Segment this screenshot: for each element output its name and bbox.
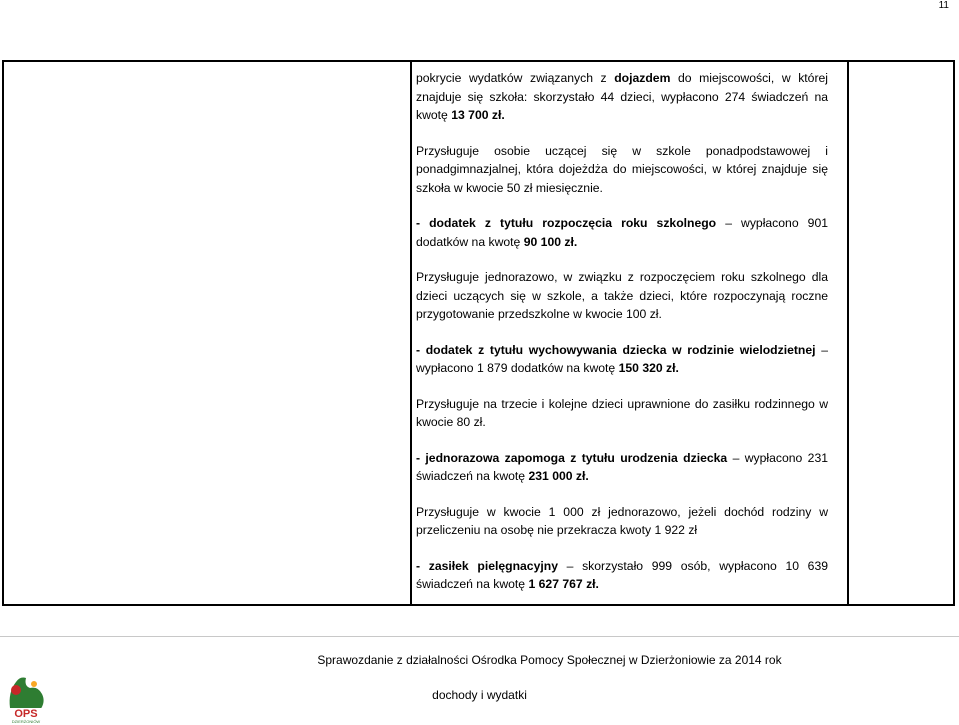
bold-text: 1 627 767 zł. — [528, 577, 599, 591]
bold-text: 13 700 zł. — [451, 108, 505, 122]
paragraph-wielodzietnej: - dodatek z tytułu wychowywania dziecka w rodzinie wielodzietnej – wypłacono 1 879 dodatków na kwotę 150 320 zł. — [416, 342, 828, 375]
paragraph-dojazd-info: Przysługuje osobie uczącej się w szkole ponadpodstawowej i ponadgimnazjalnej, która dojeżdża do miejscowości, w której znajduje się szkoła w kwocie 50 zł miesięcznie. — [416, 143, 828, 195]
bold-text: - jednorazowa zapomoga z tytułu urodzenia dziecka — [416, 450, 728, 465]
bold-text: 150 320 zł. — [618, 361, 679, 375]
table-cell-content — [416, 69, 828, 594]
paragraph-zasilek: - zasiłek pielęgnacyjny – skorzystało 999 osób, wypłacono 10 639 świadczeń na kwotę 1 627 767 zł. — [416, 558, 829, 591]
paragraph-zapomoga: - jednorazowa zapomoga z tytułu urodzenia dziecka – wypłacono 231 świadczeń na kwotę 231 000 zł. — [416, 450, 828, 483]
bold-text: - zasiłek pielęgnacyjny — [416, 558, 558, 573]
bold-text: - dodatek z tytułu rozpoczęcia roku szkolnego — [416, 216, 717, 230]
footer-divider — [0, 636, 959, 637]
page-number: 11 — [938, 0, 949, 11]
paragraph-dojazd: pokrycie wydatków związanych z dojazdem do miejscowości, w której znajduje się szkoła: skorzystało 44 dzieci, wypłacono 274 świadczeń na kwotę 13 700 zł. — [416, 71, 828, 122]
bold-text: 231 000 zł. — [528, 469, 589, 483]
footer-subtitle: dochody i wydatki — [432, 688, 527, 702]
column-separator-right — [847, 62, 849, 604]
paragraph-wielodzietnej-info: Przysługuje na trzecie i kolejne dzieci uprawnione do zasiłku rodzinnego w kwocie 80 zł. — [416, 396, 828, 429]
column-separator-left — [410, 62, 412, 604]
paragraph-rozpoczecie-roku-info: Przysługuje jednorazowo, w związku z rozpoczęciem roku szkolnego dla dzieci uczących się w szkole, a także dzieci, które rozpoczynają roczne przygotowanie przedszkolne w kwocie 100 zł. — [416, 270, 828, 321]
bold-text: dojazdem — [614, 71, 671, 85]
bold-text: - dodatek z tytułu wychowywania dziecka w rodzinie wielodzietnej — [416, 342, 816, 357]
paragraph-rozpoczecie-roku: - dodatek z tytułu rozpoczęcia roku szkolnego – wypłacono 901 dodatków na kwotę 90 100 zł. — [416, 216, 828, 249]
bold-text: 90 100 zł. — [523, 234, 578, 249]
paragraph-zapomoga-info: Przysługuje w kwocie 1 000 zł jednorazowo, jeżeli dochód rodziny w przeliczeniu na osobę nie przekracza kwoty 1 922 zł — [416, 504, 828, 537]
footer-title — [0, 653, 959, 667]
footer-title-text: Sprawozdanie z działalności Ośrodka Pomocy Społecznej w Dzierżoniowie za 2014 rok — [317, 653, 782, 667]
logo-text: OPS — [14, 708, 38, 720]
logo-subtext: DZIERŻONIÓW — [11, 719, 41, 724]
